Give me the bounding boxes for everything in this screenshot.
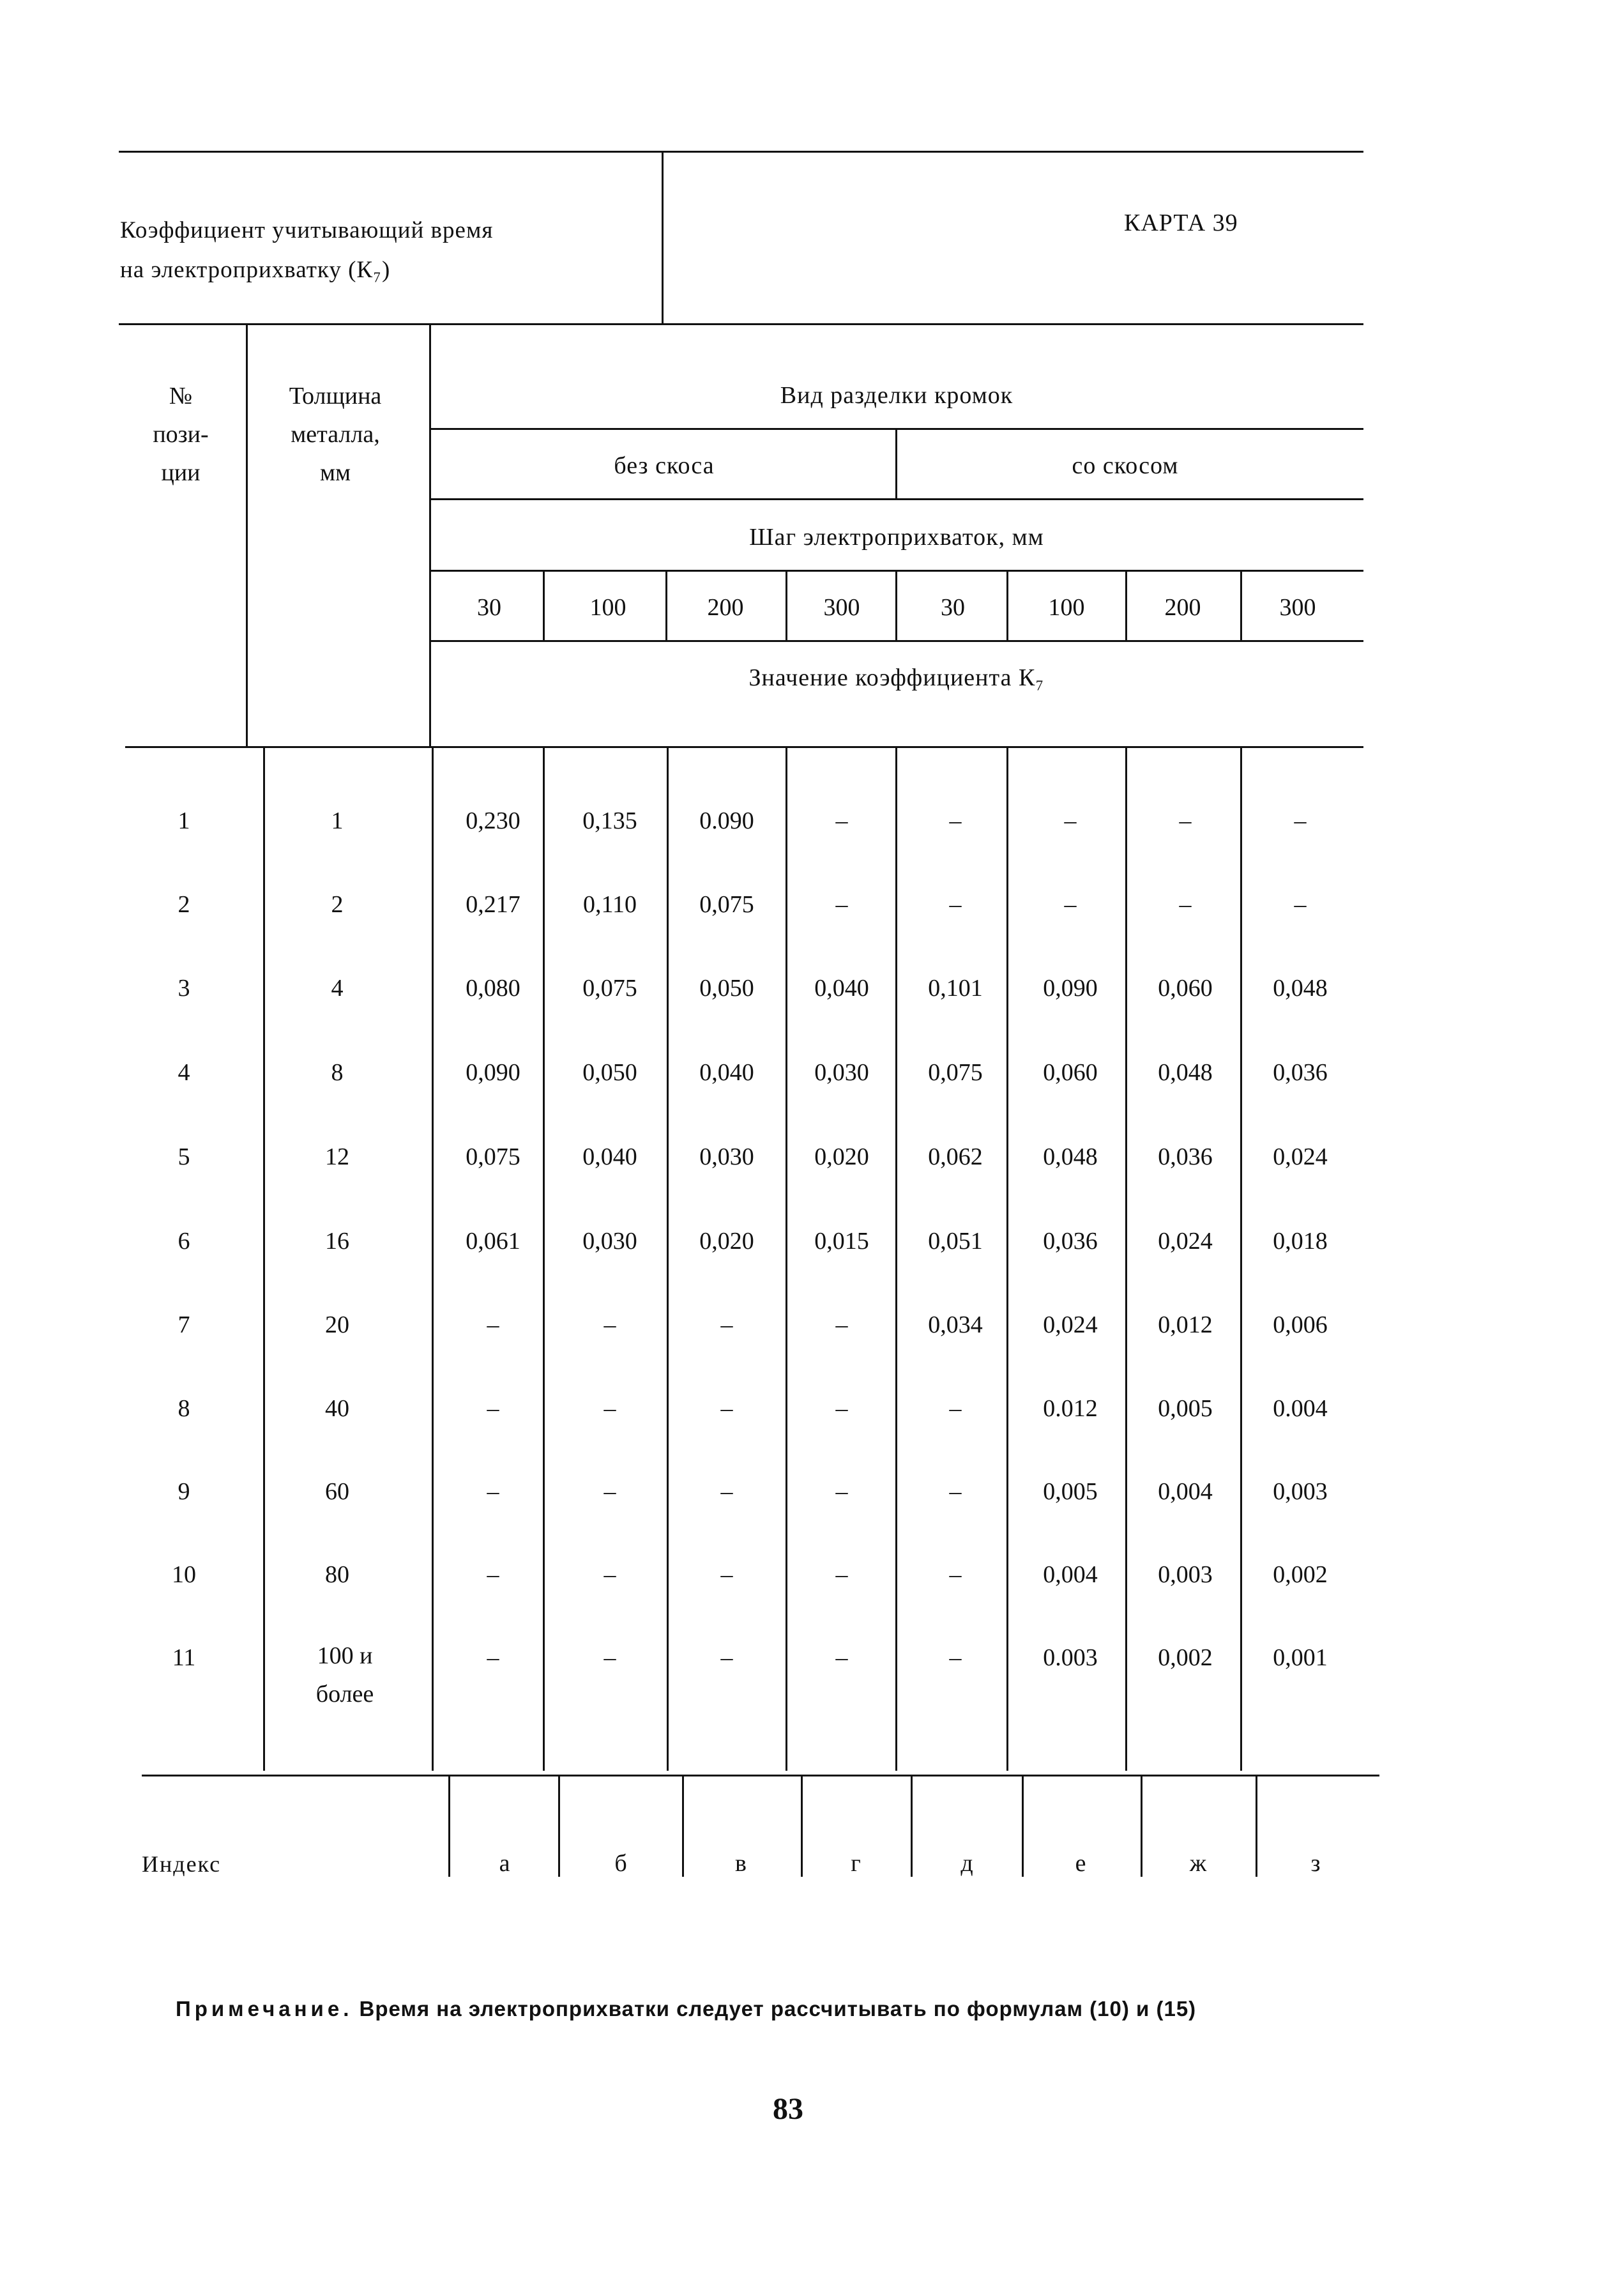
- edge-type-header: Вид разделки кромок: [780, 382, 1013, 409]
- index-value: е: [1075, 1850, 1086, 1877]
- index-divider-1: [448, 1775, 450, 1877]
- row-value: 0,006: [1273, 1311, 1328, 1338]
- step-value: 30: [477, 594, 501, 621]
- row-value: 0,090: [466, 1059, 520, 1086]
- row-thickness: 20: [325, 1311, 349, 1338]
- row-value: 0,005: [1158, 1395, 1213, 1422]
- page-number: 83: [773, 2092, 803, 2126]
- index-top-rule: [142, 1775, 1379, 1776]
- footnote-text: Время на электроприхватки следует рассчитывать по формулам (10) и (15): [359, 1997, 1197, 2021]
- row-value: 0,036: [1043, 1228, 1098, 1255]
- row-value: –: [603, 1478, 616, 1505]
- index-value: г: [851, 1850, 861, 1877]
- row-value: 0,020: [699, 1228, 754, 1255]
- index-value: ж: [1189, 1850, 1207, 1877]
- body-col-divider-1: [263, 746, 265, 1771]
- row-value: 0,060: [1158, 975, 1213, 1002]
- row-position: 4: [178, 1059, 190, 1086]
- row-position: 10: [172, 1561, 196, 1588]
- row-value: –: [720, 1644, 733, 1671]
- body-col-divider-3: [543, 746, 545, 1771]
- table-col-divider-1: [246, 323, 248, 748]
- row-value: –: [835, 1311, 848, 1338]
- row-value: –: [487, 1395, 499, 1422]
- row-value: 0,012: [1158, 1311, 1213, 1338]
- row-value: 0,036: [1273, 1059, 1328, 1086]
- row-value: –: [603, 1561, 616, 1588]
- step-divider-4: [895, 570, 897, 641]
- bevel-divider: [895, 428, 897, 500]
- row-value: 0,003: [1158, 1561, 1213, 1588]
- row-position: 1: [178, 807, 190, 834]
- row-value: 0,040: [582, 1143, 637, 1170]
- row-value: 0,062: [928, 1143, 983, 1170]
- row-value: 0,030: [814, 1059, 869, 1086]
- body-col-divider-9: [1240, 746, 1242, 1771]
- footnote: [176, 1998, 1196, 2019]
- row-value: 0,050: [582, 1059, 637, 1086]
- row-value: 0,050: [699, 975, 754, 1002]
- row-value: 0,048: [1158, 1059, 1213, 1086]
- card-number: КАРТА 39: [1124, 210, 1238, 236]
- row-value: 0,135: [582, 807, 637, 834]
- row-value: 0,040: [814, 975, 869, 1002]
- row-value: –: [720, 1395, 733, 1422]
- col-header-thickness-line1: Толщина: [289, 383, 382, 409]
- col-header-thickness-line2: металла,: [291, 421, 380, 448]
- row-value: 0,061: [466, 1228, 520, 1255]
- row-value: –: [487, 1478, 499, 1505]
- row-value: 0,080: [466, 975, 520, 1002]
- row-value: 0,024: [1043, 1311, 1098, 1338]
- body-col-divider-7: [1006, 746, 1008, 1771]
- top-rule: [119, 151, 1363, 153]
- col-header-position-line1: №: [169, 383, 193, 409]
- row-value: 0,051: [928, 1228, 983, 1255]
- body-col-divider-6: [895, 746, 897, 1771]
- index-label: Индекс: [142, 1851, 222, 1877]
- row-value: 0.004: [1273, 1395, 1328, 1422]
- row-position: 5: [178, 1143, 190, 1170]
- row-position: 6: [178, 1228, 190, 1255]
- row-value: 0,030: [582, 1228, 637, 1255]
- step-value: 300: [823, 594, 860, 621]
- row-value: –: [487, 1561, 499, 1588]
- row-value: 0,018: [1273, 1228, 1328, 1255]
- row-value: 0,230: [466, 807, 520, 834]
- row-value: 0,110: [582, 891, 637, 918]
- index-value: з: [1310, 1850, 1321, 1877]
- step-value: 200: [707, 594, 744, 621]
- step-value: 30: [941, 594, 965, 621]
- index-divider-2: [558, 1775, 560, 1877]
- row-thickness: 1: [331, 807, 344, 834]
- col-header-position-line2: пози-: [153, 421, 209, 448]
- row-value: –: [949, 1478, 962, 1505]
- row-value: 0,075: [928, 1059, 983, 1086]
- index-divider-5: [911, 1775, 913, 1877]
- index-value: б: [614, 1850, 627, 1877]
- step-value: 300: [1279, 594, 1316, 621]
- value-header: Значение коэффициента К₇: [748, 664, 1045, 691]
- row-thickness: 40: [325, 1395, 349, 1422]
- row-value: –: [720, 1311, 733, 1338]
- row-value: –: [1294, 807, 1307, 834]
- body-col-divider-4: [667, 746, 669, 1771]
- index-divider-7: [1141, 1775, 1142, 1877]
- row-value: –: [835, 1644, 848, 1671]
- row-value: 0,020: [814, 1143, 869, 1170]
- row-value: 0,048: [1273, 975, 1328, 1002]
- row-value: –: [835, 807, 848, 834]
- row-value: 0,075: [699, 891, 754, 918]
- col-header-position: [153, 377, 208, 492]
- row-value: –: [603, 1395, 616, 1422]
- row-value: 0,024: [1273, 1143, 1328, 1170]
- index-divider-8: [1256, 1775, 1257, 1877]
- step-divider-2: [665, 570, 667, 641]
- row-value: –: [949, 1644, 962, 1671]
- row-thickness: 80: [325, 1561, 349, 1588]
- row-value: –: [603, 1644, 616, 1671]
- step-header: Шаг электроприхваток, мм: [749, 524, 1044, 551]
- row-value: 0,015: [814, 1228, 869, 1255]
- row-value: –: [1064, 891, 1077, 918]
- row-value: 0.090: [699, 807, 754, 834]
- row-value: 0,024: [1158, 1228, 1213, 1255]
- index-divider-4: [801, 1775, 803, 1877]
- row-value: –: [835, 891, 848, 918]
- row-value: 0,005: [1043, 1478, 1098, 1505]
- row-thickness: 12: [325, 1143, 349, 1170]
- row-value: 0,060: [1043, 1059, 1098, 1086]
- body-col-divider-8: [1125, 746, 1127, 1771]
- row-value: 0,030: [699, 1143, 754, 1170]
- row-value: –: [720, 1478, 733, 1505]
- row-value: 0,075: [466, 1143, 520, 1170]
- row-value: –: [949, 1395, 962, 1422]
- row-position: 11: [172, 1644, 196, 1671]
- row-thickness: 60: [325, 1478, 349, 1505]
- row-thickness: [316, 1637, 374, 1713]
- step-divider-7: [1240, 570, 1242, 641]
- col-header-position-line3: ции: [161, 459, 201, 486]
- footnote-label: Примечание.: [176, 1997, 353, 2021]
- row-value: –: [487, 1644, 499, 1671]
- col-header-thickness-line3: мм: [319, 459, 351, 486]
- row-value: 0,040: [699, 1059, 754, 1086]
- row-value: –: [835, 1561, 848, 1588]
- row-value: 0,002: [1158, 1644, 1213, 1671]
- index-value: в: [735, 1850, 747, 1877]
- row-value: –: [835, 1395, 848, 1422]
- row-value: –: [949, 891, 962, 918]
- title-line-2: на электроприхватку (К₇): [120, 257, 391, 283]
- index-divider-6: [1022, 1775, 1024, 1877]
- row-value: 0,048: [1043, 1143, 1098, 1170]
- header-bottom-rule: [119, 323, 1363, 325]
- title-divider: [662, 151, 664, 325]
- row-value: 0,034: [928, 1311, 983, 1338]
- row-value: –: [949, 807, 962, 834]
- row-value: –: [487, 1311, 499, 1338]
- index-value: д: [960, 1850, 973, 1877]
- row-position: 2: [178, 891, 190, 918]
- row-position: 9: [178, 1478, 190, 1505]
- index-divider-3: [682, 1775, 684, 1877]
- row-value: 0,003: [1273, 1478, 1328, 1505]
- row-value: 0,217: [466, 891, 520, 918]
- row-thickness: 8: [331, 1059, 344, 1086]
- row-value: –: [835, 1478, 848, 1505]
- col-header-thickness: [289, 377, 382, 492]
- step-divider-5: [1006, 570, 1008, 641]
- row-value: –: [1179, 807, 1192, 834]
- index-value: а: [499, 1850, 510, 1877]
- row-position: 8: [178, 1395, 190, 1422]
- row-value: –: [1179, 891, 1192, 918]
- table-col-divider-2: [429, 323, 431, 748]
- title-line-1: Коэффициент учитывающий время: [120, 217, 494, 243]
- row-value: –: [603, 1311, 616, 1338]
- step-divider-3: [785, 570, 787, 641]
- row-value: 0,036: [1158, 1143, 1213, 1170]
- row-position: 3: [178, 975, 190, 1002]
- row-value: –: [949, 1561, 962, 1588]
- row-position: 7: [178, 1311, 190, 1338]
- step-value: 200: [1164, 594, 1201, 621]
- row-value: –: [1064, 807, 1077, 834]
- row-thickness: 2: [331, 891, 344, 918]
- step-value: 100: [1048, 594, 1085, 621]
- with-bevel-header: со скосом: [1072, 452, 1179, 479]
- row-value: 0,090: [1043, 975, 1098, 1002]
- row-value: –: [1294, 891, 1307, 918]
- body-col-divider-2: [432, 746, 434, 1771]
- step-value: 100: [589, 594, 626, 621]
- row-value: 0,002: [1273, 1561, 1328, 1588]
- row-thickness: 16: [325, 1228, 349, 1255]
- body-col-divider-5: [785, 746, 787, 1771]
- row-value: –: [720, 1561, 733, 1588]
- step-divider-6: [1125, 570, 1127, 641]
- row-thickness: 4: [331, 975, 344, 1002]
- without-bevel-header: без скоса: [614, 452, 715, 479]
- step-divider-1: [543, 570, 545, 641]
- header-end-rule: [125, 746, 1363, 748]
- row-thickness-line1: 100 и: [317, 1642, 373, 1669]
- row-value: 0,004: [1043, 1561, 1098, 1588]
- row-value: 0,001: [1273, 1644, 1328, 1671]
- row-thickness-line2: более: [315, 1681, 374, 1707]
- row-value: 0,004: [1158, 1478, 1213, 1505]
- page-title: [120, 211, 631, 290]
- bevel-rule: [429, 498, 1363, 500]
- row-value: 0,101: [928, 975, 983, 1002]
- row-value: 0.003: [1043, 1644, 1098, 1671]
- row-value: 0,075: [582, 975, 637, 1002]
- row-value: 0.012: [1043, 1395, 1098, 1422]
